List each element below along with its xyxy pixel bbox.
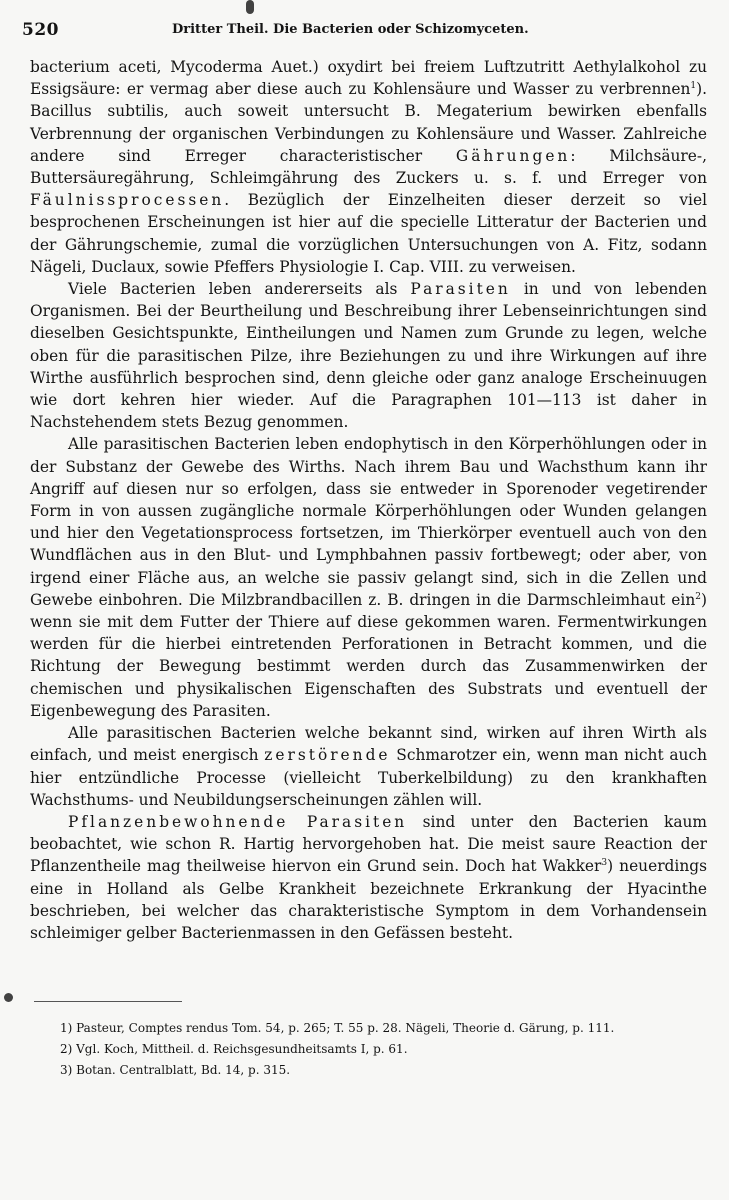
paragraph — [30, 722, 707, 811]
text-run: : Milchsäure-, Buttersäuregährung, Schleimgährung des Zuckers u. s. f. und Erreger von — [30, 146, 707, 188]
text-run: sind unter den Bacterien kaum beobachtet, wie schon R. Hartig hervorgehoben hat. Die meist saure Reaction der Pflanzentheile mag theilweise hiervon ein Grund sein. Doch hat Wakker — [30, 812, 708, 876]
spaced-emphasis: Gährungen — [455, 146, 571, 165]
text-run: Alle parasitischen Bacterien welche bekannt sind, wirken auf ihren Wirth als einfach, und meist energisch — [30, 724, 707, 765]
text-run: Alle parasitischen Bacterien leben endophytisch in den Körperhöhlungen oder in der Substanz der Gewebe des Wirths. Nach ihrem Bau und Wachsthum kann ihr Angriff auf diesen nur so erfolgen, dass sie entweder in Sporenoder vegetirender Form in von aussen zugängliche normale Körperhöhlungen oder Wunden gelangen und hier den Vegetationsprocess fortsetzen, im Thierkörper eventuell auch von den Wundflächen aus in den Blut- und Lymphbahnen passiv fortbewegt; oder aber, von irgend einer Fläche aus, an welche sie passiv gelangt sind, sich in die Zellen und Gewebe einbohren. Die Milzbrandbacillen z. B. dringen in die Darmschleimhaut ein — [30, 435, 707, 609]
spaced-emphasis: zerstörende — [264, 746, 391, 765]
page-header — [22, 14, 712, 44]
footnote-ref: 2 — [695, 591, 701, 602]
footnotes — [34, 1018, 706, 1081]
ink-smudge — [246, 0, 254, 14]
paragraph — [30, 433, 707, 722]
text-run: Viele Bacterien leben andererseits als — [68, 280, 411, 299]
spaced-emphasis: Pflanzenbewohnende Parasiten — [68, 812, 408, 831]
paragraph — [30, 278, 707, 433]
text-run: ). Bacillus subtilis, auch soweit untersucht B. Megaterium bewirken ebenfalls Verbrennung der organischen Verbindungen zu Kohlensäure und Wasser. Zahlreiche andere sind Erreger characteristischer — [30, 80, 707, 165]
running-head: Dritter Theil. Die Bacterien oder Schizomyceten. — [172, 22, 529, 37]
text-run: ) wenn sie mit dem Futter der Thiere auf diese gekommen waren. Fermentwirkungen werden für die hierbei eintretenden Perforationen in Betracht kommen, und die Richtung der Bewegung bestimmt werden durch das Zusammenwirken der chemischen und physikalischen Eigenschaften des Substrats und eventuell der Eigenbewegung des Parasiten. — [30, 590, 707, 720]
ink-smudge — [4, 993, 13, 1002]
spaced-emphasis: Parasiten — [410, 280, 511, 299]
spaced-emphasis: Fäulnissprocessen — [30, 191, 225, 210]
footnote-ref: 1 — [690, 81, 697, 92]
body-text — [30, 56, 707, 944]
text-run: ) neuerdings eine in Holland als Gelbe Krankheit bezeichnete Erkrankung der Hyacinthe beschrieben, bei welcher das charakteristische Symptom in dem Vorhandensein schleimiger gelber Bacterienmassen in den Gefässen besteht. — [30, 857, 707, 942]
text-run: . Bezüglich der Einzelheiten dieser derzeit so viel besprochenen Erscheinungen ist hier auf die specielle Litteratur der Bacterien und der Gährungschemie, zumal die vorzüglichen Untersuchungen von A. Fitz, sodann Nägeli, Duclaux, sowie Pfeffers Physiologie I. Cap. VIII. zu verweisen. — [30, 191, 707, 276]
text-run: bacterium aceti, Mycoderma Auet.) oxydirt bei freiem Luftzutritt Aethylalkohol zu Essigsäure: er vermag aber diese auch zu Kohlensäure und Wasser zu verbrennen — [30, 58, 707, 99]
footnote-3: 3) Botan. Centralblatt, Bd. 14, p. 315. — [60, 1063, 291, 1077]
text-run: in und von lebenden Organismen. Bei der Beurtheilung und Beschreibung ihrer Lebenseinrichtungen sind dieselben Gesichtspunkte, Eintheilungen und Namen zum Grunde zu legen, welche oben für die parasitischen Pilze, ihre Beziehungen zu und ihre Wirkungen auf ihre Wirthe ausführlich besprochen sind, denn gleiche oder ganz analoge Erscheinuugen wie dort kehren hier wieder. Auf die Paragraphen 101—113 ist daher in Nachstehendem stets Bezug genommen. — [30, 280, 707, 432]
paragraph — [30, 811, 707, 944]
footnote-ref: 3 — [601, 858, 608, 869]
page-number: 520 — [22, 20, 59, 40]
paragraph — [30, 56, 707, 278]
text-run: Schmarotzer ein, wenn man nicht auch hier entzündliche Processe (vielleicht Tuberkelbildung) zu den krankhaften Wachsthums- und Neubildungserscheinungen zählen will. — [30, 746, 708, 809]
footnote-rule — [34, 1001, 182, 1002]
footnote-1: 1) Pasteur, Comptes rendus Tom. 54, p. 265; T. 55 p. 28. Nägeli, Theorie d. Gärung, p. 111. — [60, 1021, 615, 1035]
footnote-2: 2) Vgl. Koch, Mittheil. d. Reichsgesundheitsamts I, p. 61. — [60, 1042, 408, 1056]
